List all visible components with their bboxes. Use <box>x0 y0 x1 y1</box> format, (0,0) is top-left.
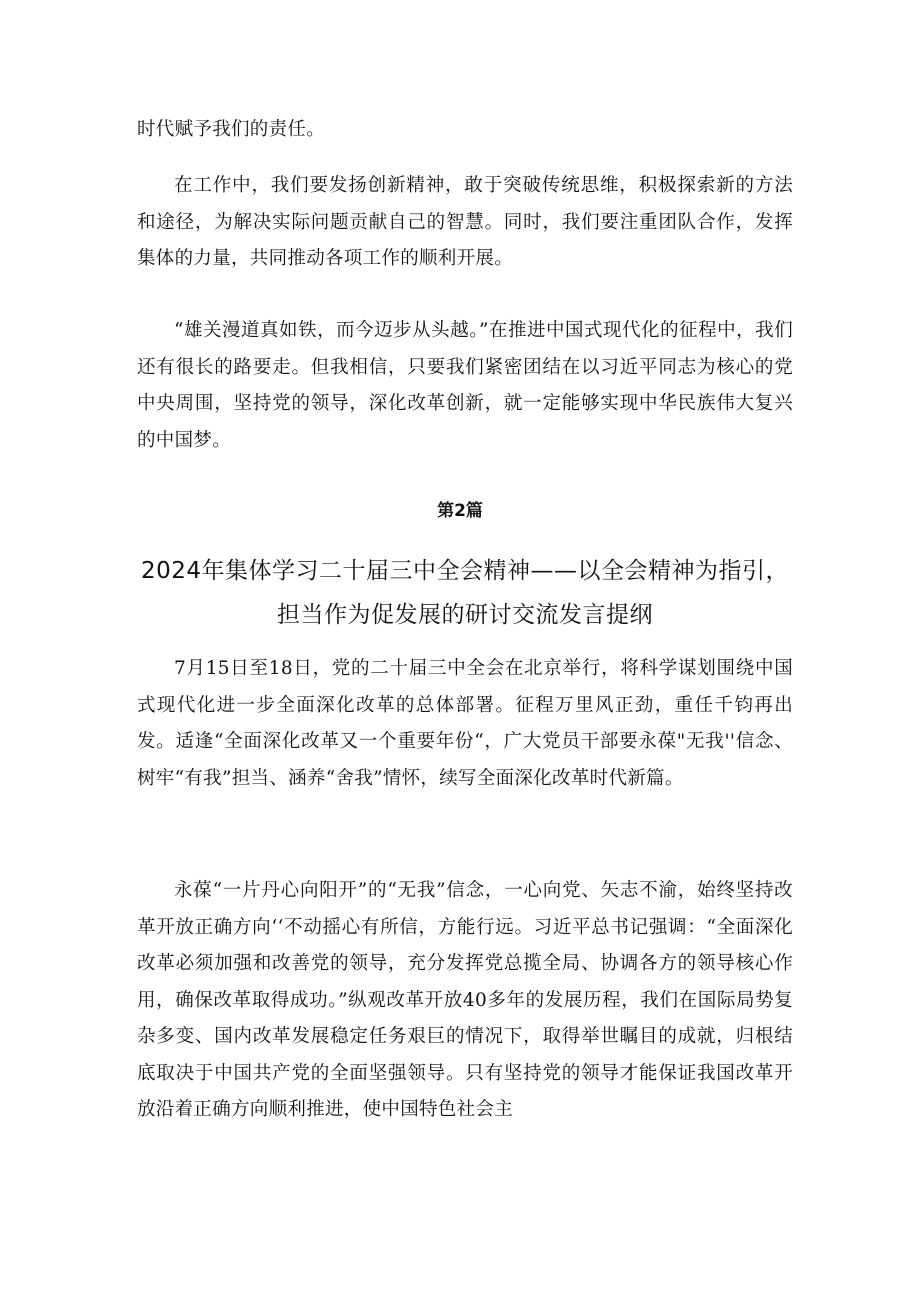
paragraph-innovation: 在工作中，我们要发扬创新精神，敢于突破传统思维，积极探索新的方法和途径，为解决实际问题贡献自己的智慧。同时，我们要注重团队合作，发挥集体的力量，共同推动各项工作的顺利开展。 <box>137 175 793 269</box>
article-title: 2024年集体学习二十届三中全会精神——以全会精神为指引，担当作为促发展的研讨交流发言提纲 <box>140 558 790 628</box>
paragraph-body: 永葆“一片丹心向阳开”的“无我”信念，一心向党、矢志不渝，始终坚持改革开放正确方向‘‘不动摇心有所信，方能行远。习近平总书记强调：“全面深化改革必须加强和改善党的领导，充分发挥党总揽全局、协调各方的领导核心作用，确保改革取得成功。”纵观改革开放40多年的发展历程，我们在国际局势复杂多变、国内改革发展稳定任务艰巨的情况下，取得举世瞩目的成就，归根结底取决于中国共产党的全面坚强领导。只有坚持党的领导才能保证我国改革开放沿着正确方向顺利推进，使中国特色社会主 <box>137 880 793 1120</box>
section-label: 第2篇 <box>437 501 483 521</box>
paragraph-conclusion: “雄关漫道真如铁，而今迈步从头越。”在推进中国式现代化的征程中，我们还有很长的路要走。但我相信，只要我们紧密团结在以习近平同志为核心的党中央周围，坚持党的领导，深化改革创新，就一定能够实现中华民族伟大复兴的中国梦。 <box>137 320 793 451</box>
paragraph-continuation: 时代赋予我们的责任。 <box>137 119 326 140</box>
paragraph-intro: 7月15日至18日，党的二十届三中全会在北京举行，将科学谋划围绕中国式现代化进一步全面深化改革的总体部署。征程万里风正劲，重任千钧再出发。适逢“全面深化改革又一个重要年份“，广大党员干部要永葆"无我''信念、树牢“有我”担当、涵养“舍我”情怀，续写全面深化改革时代新篇。 <box>137 658 793 789</box>
